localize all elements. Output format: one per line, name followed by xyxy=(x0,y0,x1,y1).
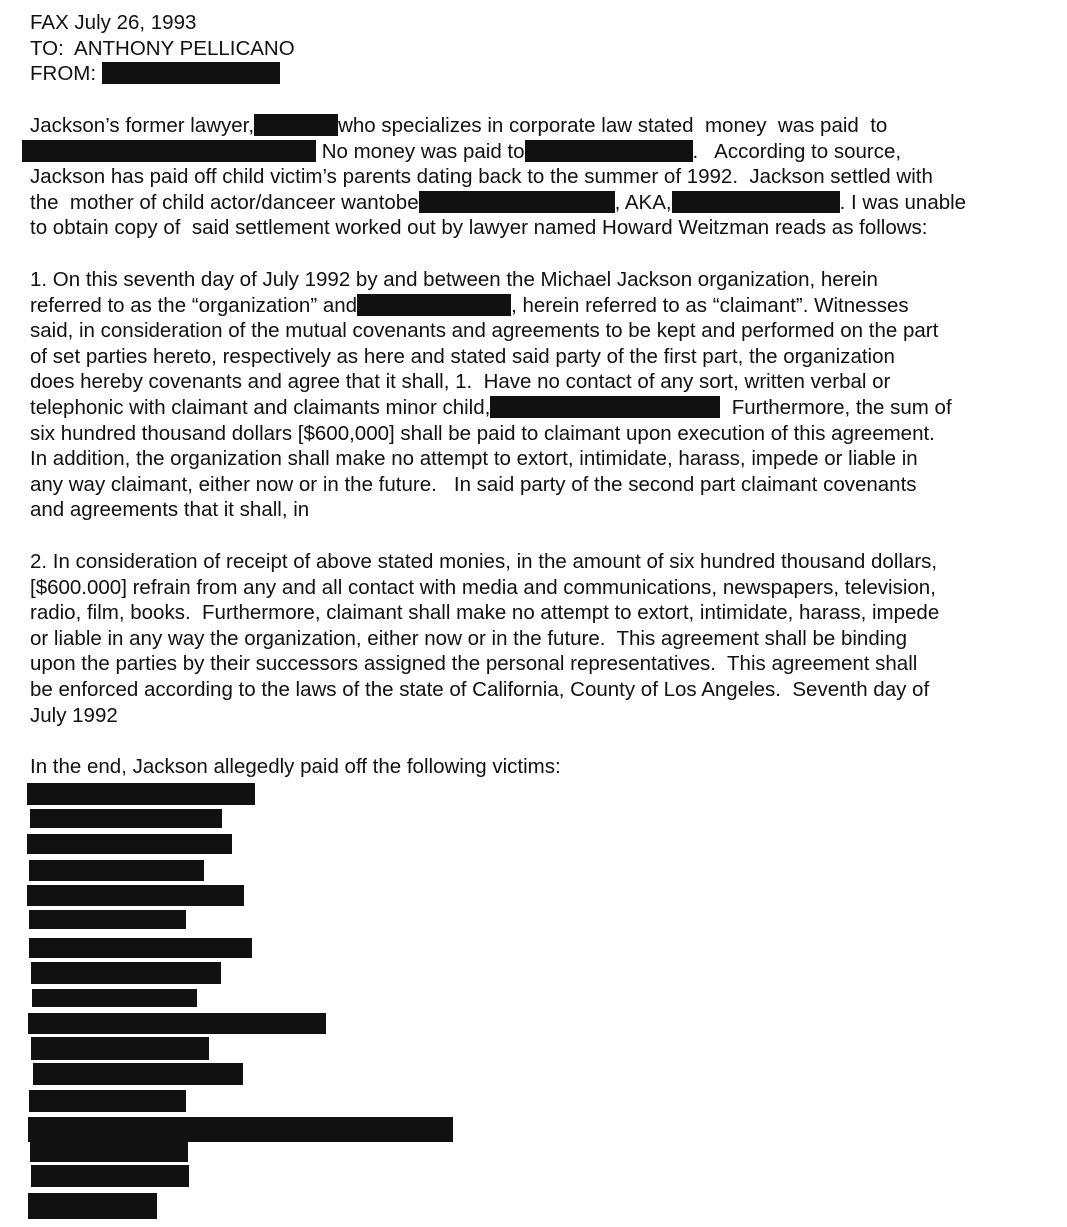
intro-text: Jackson’s former lawyer, xyxy=(30,114,255,137)
redacted-list-item xyxy=(27,834,232,854)
section2-line-7: July 1992 xyxy=(30,704,118,727)
redaction-block xyxy=(419,191,615,213)
section1-text: referred to as the “organization” and xyxy=(30,294,358,317)
intro-text: the mother of child actor/danceer wantobe xyxy=(30,191,419,214)
redaction-block xyxy=(672,191,840,213)
redacted-list-item xyxy=(28,1117,453,1142)
redacted-list-item xyxy=(31,1165,189,1187)
redacted-list-item xyxy=(31,1037,209,1060)
redacted-list-item xyxy=(29,938,252,958)
intro-text: . According to source, xyxy=(692,140,902,163)
intro-line-4 xyxy=(30,190,966,215)
intro-text: . I was unable xyxy=(839,191,967,214)
section1-line-4: of set parties hereto, respectively as here and stated said party of the first part, the organization xyxy=(30,345,895,368)
section1-line-9: any way claimant, either now or in the future. In said party of the second part claimant covenants xyxy=(30,473,917,496)
section1-line-10: and agreements that it shall, in xyxy=(30,498,310,521)
section1-text: telephonic with claimant and claimants minor child, xyxy=(30,396,491,419)
redacted-list-item xyxy=(33,1063,243,1085)
redacted-list-item xyxy=(30,1142,188,1162)
redacted-list-item xyxy=(27,783,255,805)
redacted-list-item xyxy=(28,1193,157,1219)
redaction-block xyxy=(102,62,280,84)
section1-line-6 xyxy=(30,395,952,420)
section1-line-8: In addition, the organization shall make no attempt to extort, intimidate, harass, impede or liable in xyxy=(30,447,918,470)
redacted-list-item xyxy=(30,809,222,828)
intro-text: , AKA, xyxy=(614,191,672,214)
section2-line-2: [$600.000] refrain from any and all contact with media and communications, newspapers, television, xyxy=(30,576,936,599)
redaction-block xyxy=(254,114,338,136)
redacted-list-item xyxy=(29,1090,186,1112)
from-line xyxy=(30,61,280,86)
section1-line-3: said, in consideration of the mutual covenants and agreements to be kept and performed on the part xyxy=(30,319,939,342)
section2-line-4: or liable in any way the organization, either now or in the future. This agreement shall be binding xyxy=(30,627,908,650)
intro-line-2 xyxy=(22,139,901,164)
section1-line-1: 1. On this seventh day of July 1992 by and between the Michael Jackson organization, herein xyxy=(30,268,878,291)
from-label: FROM: xyxy=(30,62,97,85)
intro-line-1 xyxy=(30,113,887,138)
intro-text: No money was paid to xyxy=(321,140,525,163)
redaction-block xyxy=(22,140,316,162)
redaction-block xyxy=(357,294,511,316)
victims-heading: In the end, Jackson allegedly paid off the following victims: xyxy=(30,755,561,778)
redacted-list-item xyxy=(32,989,197,1007)
redacted-list-item xyxy=(28,1013,326,1034)
intro-line-3: Jackson has paid off child victim’s parents dating back to the summer of 1992. Jackson settled with xyxy=(30,165,933,188)
redacted-list-item xyxy=(27,885,244,906)
redacted-list-item xyxy=(29,860,204,881)
section1-line-7: six hundred thousand dollars [$600,000] shall be paid to claimant upon execution of this agreement. xyxy=(30,422,935,445)
section1-text: Furthermore, the sum of xyxy=(731,396,952,419)
intro-line-5: to obtain copy of said settlement worked out by lawyer named Howard Weitzman reads as follows: xyxy=(30,216,928,239)
section2-line-1: 2. In consideration of receipt of above stated monies, in the amount of six hundred thousand dollars, xyxy=(30,550,938,573)
section2-line-6: be enforced according to the laws of the state of California, County of Los Angeles. Seventh day of xyxy=(30,678,930,701)
intro-text: who specializes in corporate law stated money was paid to xyxy=(338,114,888,137)
section1-line-2 xyxy=(30,293,909,318)
redaction-block xyxy=(490,396,720,418)
redacted-list-item xyxy=(29,910,186,929)
to-line: TO: ANTHONY PELLICANO xyxy=(30,37,295,60)
section1-line-5: does hereby covenants and agree that it shall, 1. Have no contact of any sort, written verbal or xyxy=(30,370,891,393)
section2-line-5: upon the parties by their successors assigned the personal representatives. This agreement shall xyxy=(30,652,918,675)
section1-text: , herein referred to as “claimant”. Witnesses xyxy=(511,294,909,317)
redaction-block xyxy=(525,140,693,162)
redacted-list-item xyxy=(31,962,221,984)
section2-line-3: radio, film, books. Furthermore, claimant shall make no attempt to extort, intimidate, harass, impede xyxy=(30,601,940,624)
fax-date-line: FAX July 26, 1993 xyxy=(30,11,197,34)
